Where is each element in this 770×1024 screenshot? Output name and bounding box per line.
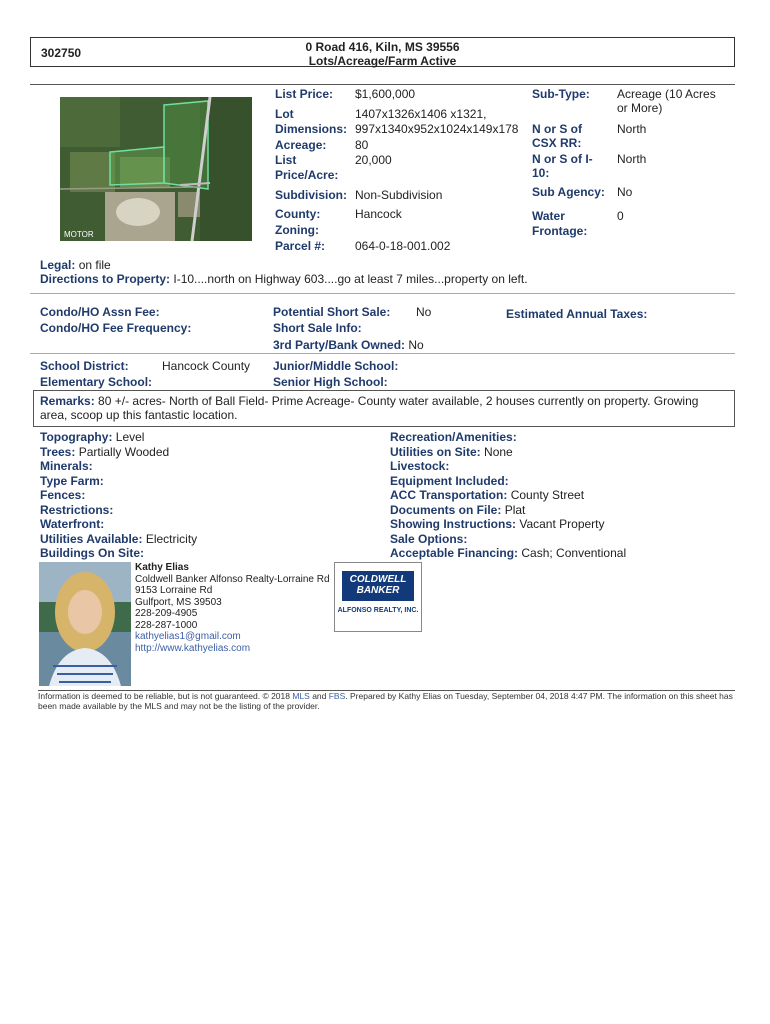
feature-left-row [40, 459, 197, 474]
list-price-label: List Price: [275, 87, 334, 101]
agent-phone-1: 228-209-4905 [135, 608, 198, 619]
third-party-value: No [408, 338, 424, 352]
elementary-school-label: Elementary School: [40, 375, 153, 389]
aerial-map-drawing [60, 97, 252, 241]
i10-label-1: N or S of I- [532, 152, 593, 166]
parcel-value: 064-0-18-001.002 [355, 239, 451, 253]
footer-text-2: . Prepared by Kathy Elias on Tuesday, September 04, 2018 4:47 PM. The information on this sheet has been made available by the MLS and may not be the listing of the provider. [38, 691, 733, 711]
water-frontage-label-2: Frontage: [532, 224, 588, 238]
feature-right-label: Acceptable Financing: [390, 546, 519, 560]
water-frontage-value: 0 [617, 209, 624, 223]
subdivision-label: Subdivision: [275, 188, 347, 202]
features-right-column [390, 430, 626, 561]
agent-phone-2: 228-287-1000 [135, 619, 198, 631]
footer-text-1: Information is deemed to be reliable, but is not guaranteed. © 2018 [38, 691, 293, 701]
feature-left-label: Buildings On Site: [40, 546, 144, 560]
feature-right-row [390, 503, 626, 518]
feature-left-label: Type Farm: [40, 473, 104, 488]
price-per-acre-label-1: List [275, 153, 297, 167]
legal-value: on file [78, 258, 111, 272]
csx-rr-label-1: N or S of [532, 122, 582, 136]
footer-mls-link[interactable]: MLS [292, 691, 310, 701]
feature-right-label: Documents on File: [390, 502, 502, 517]
subtype-value-1: Acreage (10 Acres [617, 87, 716, 101]
legal-label: Legal: [40, 258, 76, 272]
feature-left-label: Utilities Available: [40, 531, 143, 546]
feature-right-row [390, 445, 626, 460]
feature-right-row [390, 459, 626, 474]
county-label: County: [275, 207, 321, 221]
school-district-label: School District: [40, 359, 129, 373]
feature-left-label: Topography: [40, 430, 113, 444]
feature-left-row [40, 445, 197, 460]
feature-left-label: Restrictions: [40, 502, 114, 517]
feature-left-row [40, 503, 197, 518]
map-watermark: MOTOR [64, 230, 94, 239]
feature-left-row [40, 546, 197, 561]
acreage-value: 80 [355, 138, 369, 152]
acreage-label: Acreage: [275, 138, 327, 152]
feature-right-row [390, 474, 626, 489]
sub-agency-value: No [617, 185, 633, 199]
agent-city: Gulfport, MS 39503 [135, 596, 222, 608]
feature-left-label: Fences: [40, 488, 86, 502]
third-party-row [273, 338, 424, 353]
subtype-value-2: or More) [617, 101, 663, 115]
feature-right-label: Equipment Included: [390, 473, 509, 488]
feature-left-value: Electricity [145, 531, 198, 546]
csx-rr-value: North [617, 122, 647, 136]
condo-assn-fee-label: Condo/HO Assn Fee: [40, 305, 160, 319]
directions-row [40, 272, 528, 287]
feature-right-row [390, 430, 626, 445]
list-price-value: $1,600,000 [355, 87, 416, 101]
logo-line-3: ALFONSO REALTY, INC. [337, 607, 419, 614]
short-sale-value: No [416, 305, 432, 319]
subtype-label: Sub-Type: [532, 87, 590, 101]
directions-label: Directions to Property: [40, 272, 171, 286]
logo-badge [342, 571, 414, 601]
legal-row [40, 258, 111, 273]
annual-taxes-label: Estimated Annual Taxes: [506, 307, 648, 321]
logo-line-2: BANKER [356, 585, 400, 596]
feature-right-label: Utilities on Site: [390, 444, 481, 459]
price-per-acre-label-2: Price/Acre: [275, 168, 339, 182]
remarks-text: 80 +/- acres- North of Ball Field- Prime Acreage- County water available, 2 houses currently on property. Growing area, scoop up this fantastic location. [40, 394, 699, 422]
lot-dimensions-label-2: Dimensions: [275, 122, 348, 136]
agent-photo-drawing [39, 562, 131, 686]
feature-left-row [40, 532, 197, 547]
header-divider [30, 84, 735, 85]
feature-right-label: Recreation/Amenities: [390, 430, 517, 444]
feature-left-label: Waterfront: [40, 517, 105, 531]
i10-label-2: 10: [532, 166, 550, 180]
feature-left-value: Level [115, 430, 145, 444]
footer-disclaimer [38, 691, 738, 711]
footer-fbs-link[interactable]: FBS [328, 691, 346, 701]
property-address: 0 Road 416, Kiln, MS 39556 [305, 40, 460, 54]
feature-left-row [40, 474, 197, 489]
feature-right-row [390, 532, 626, 547]
feature-left-row [40, 488, 197, 503]
feature-right-value: None [484, 444, 513, 459]
feature-left-row [40, 430, 197, 445]
section-divider-1 [30, 293, 735, 294]
senior-school-label: Senior High School: [273, 375, 388, 389]
footer-text-and: and [309, 691, 329, 701]
agent-office: Coldwell Banker Alfonso Realty-Lorraine Rd [135, 573, 330, 585]
features-left-column [40, 430, 197, 561]
feature-right-row [390, 517, 626, 532]
lot-dimensions-label-1: Lot [275, 107, 294, 121]
brokerage-logo [334, 562, 422, 632]
listing-header [30, 37, 735, 67]
lot-dimensions-value-2: 997x1340x952x1024x149x178 [355, 122, 519, 136]
logo-line-1: COLDWELL [349, 574, 407, 585]
feature-right-label: Showing Instructions: [390, 517, 516, 531]
sub-agency-label: Sub Agency: [532, 185, 605, 199]
agent-street: 9153 Lorraine Rd [135, 585, 213, 596]
short-sale-label: Potential Short Sale: [273, 305, 391, 319]
feature-right-row [390, 546, 626, 561]
feature-right-value: Vacant Property [519, 517, 605, 531]
agent-info [135, 562, 330, 654]
junior-school-label: Junior/Middle School: [273, 359, 399, 373]
aerial-map-image [60, 97, 252, 241]
feature-right-value: Cash; Conventional [521, 546, 627, 560]
feature-left-label: Trees: [40, 444, 76, 459]
third-party-label: 3rd Party/Bank Owned: [273, 338, 406, 352]
short-sale-info-label: Short Sale Info: [273, 321, 362, 335]
agent-email-link[interactable]: kathyelias1@gmail.com [135, 631, 241, 642]
parcel-label: Parcel #: [275, 239, 326, 253]
i10-value: North [617, 152, 647, 166]
section-divider-2 [30, 353, 735, 354]
water-frontage-label-1: Water [532, 209, 565, 223]
feature-right-label: ACC Transportation: [390, 488, 508, 502]
agent-name: Kathy Elias [135, 562, 189, 573]
feature-left-value: Partially Wooded [78, 444, 170, 459]
price-per-acre-value: 20,000 [355, 153, 392, 167]
feature-right-value: County Street [510, 488, 585, 502]
zoning-label: Zoning: [275, 223, 319, 237]
remarks-label: Remarks: [40, 394, 95, 408]
county-value: Hancock [355, 207, 402, 221]
feature-right-label: Sale Options: [390, 531, 468, 546]
feature-right-value: Plat [504, 502, 526, 517]
feature-left-row [40, 517, 197, 532]
remarks-box [33, 390, 735, 427]
listing-status: Lots/Acreage/Farm Active [308, 54, 457, 68]
mls-number: 302750 [41, 46, 82, 60]
agent-website-link[interactable]: http://www.kathyelias.com [135, 642, 251, 654]
feature-right-row [390, 488, 626, 503]
feature-right-label: Livestock: [390, 459, 450, 473]
lot-dimensions-value-1: 1407x1326x1406 x1321, [355, 107, 487, 121]
directions-value: I-10....north on Highway 603....go at least 7 miles...property on left. [173, 272, 528, 286]
feature-left-label: Minerals: [40, 459, 93, 473]
condo-fee-frequency-label: Condo/HO Fee Frequency: [40, 321, 192, 335]
csx-rr-label-2: CSX RR: [532, 136, 582, 150]
school-district-value: Hancock County [162, 359, 251, 373]
agent-photo [39, 562, 131, 686]
address-block [31, 40, 734, 68]
subdivision-value: Non-Subdivision [355, 188, 443, 202]
